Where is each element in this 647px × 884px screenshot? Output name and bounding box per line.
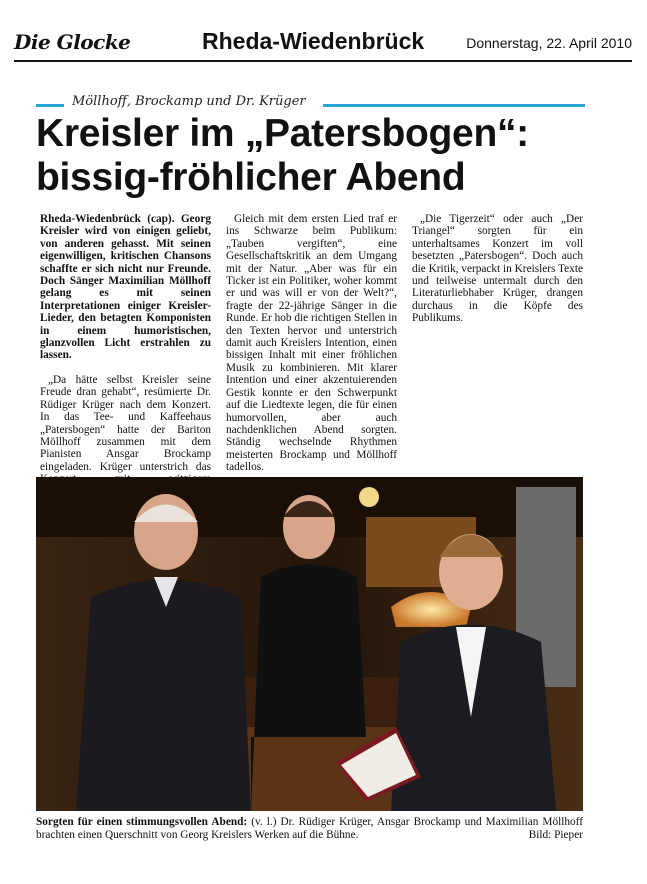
article-column-2 [226,213,397,474]
article-photo [36,477,583,811]
photo-caption [36,816,583,842]
issue-date: Donnerstag, 22. April 2010 [466,35,632,51]
caption-bold-intro: Sorgten für einen stimmungsvollen Abend: [36,816,248,828]
photo-illustration [36,477,583,811]
header-divider [14,60,632,62]
kicker-rule-right [323,104,585,107]
article-headline [36,112,636,200]
article-paragraph-2: Gleich mit dem ersten Lied traf er ins Schwarze beim Publikum: „Tauben vergiften“, eine Gesellschaftskritik an dem Umgang mit der Natur. „Aber was für ein Ticker ist ein Politiker, woher kommt er und was will er von der Welt?“, fragte der 22-jährige Sänger in die Runde. Er hob die richtigen Stellen in den Texten hervor und unterstrich damit auch Kreislers Intention, einen bissigen Inhalt mit einer fröhlichen Musik zu kombinieren. Mit klarer Intention und einer akzentuierenden Gestik konnte er den Schwerpunkt auf die Liedtexte legen, die für einen humorvollen, aber auch nachdenklichen Abend sorgten. Ständig wechselnde Rhythmen meisterten Brockamp und Möllhoff tadellos. [226,213,397,474]
article-kicker: Möllhoff, Brockamp und Dr. Krüger [72,94,306,109]
caption-text: (v. l.) Dr. Rüdiger Krüger, Ansgar Brockamp und Maximilian Möllhoff brachten einen Querschnitt von Georg Kreislers Werken auf die Bühne. [36,816,583,841]
article-paragraph-1: „Da hätte selbst Kreisler seine Freude dran gehabt“, resümierte Dr. Rüdiger Krüger nach dem Konzert. In das Tee- und Kaffeehaus „Patersbogen“ hatte der Bariton Möllhoff zusammen mit dem Pianisten Ansgar Brockamp eingeladen. Krüger unterstrich das [40,373,211,473]
section-city-title: Rheda-Wiedenbrück [202,28,425,54]
headline-line-2: bissig-fröhlicher Abend [36,156,466,199]
article-lead: Rheda-Wiedenbrück (cap). Georg Kreisler wird von einigen geliebt, von anderen gehasst. Mit seinen eigenwilligen, kritischen Chansons schaffte er sich nicht nur Freunde. Doch Sänger Maximilian Möllhoff gelang es mit seinen Interpretationen einiger Kreisler-Lieder, den betagten Komponisten in einem humoristischen, glanzvollen Licht erstrahlen zu lassen. [40,213,211,362]
headline-line-1: Kreisler im „Patersbogen“: [36,112,529,155]
kicker-rule-left [36,104,64,107]
photo-credit: Bild: Pieper [528,829,583,841]
newspaper-masthead-logo: Die Glocke [14,30,131,54]
page-header [14,28,632,62]
article-column-3 [412,213,583,325]
article-paragraph-3: „Die Tigerzeit“ oder auch „Der Triangel“ sorgten für ein unterhaltsames Konzert im voll besetzten „Patersbogen“. Doch auch die Kritik, verpackt in Kreislers Texte und teilweise untermalt durch den Literaturliebhaber Krüger, drangen durchaus in die Köpfe des Publikums. [412,213,583,325]
